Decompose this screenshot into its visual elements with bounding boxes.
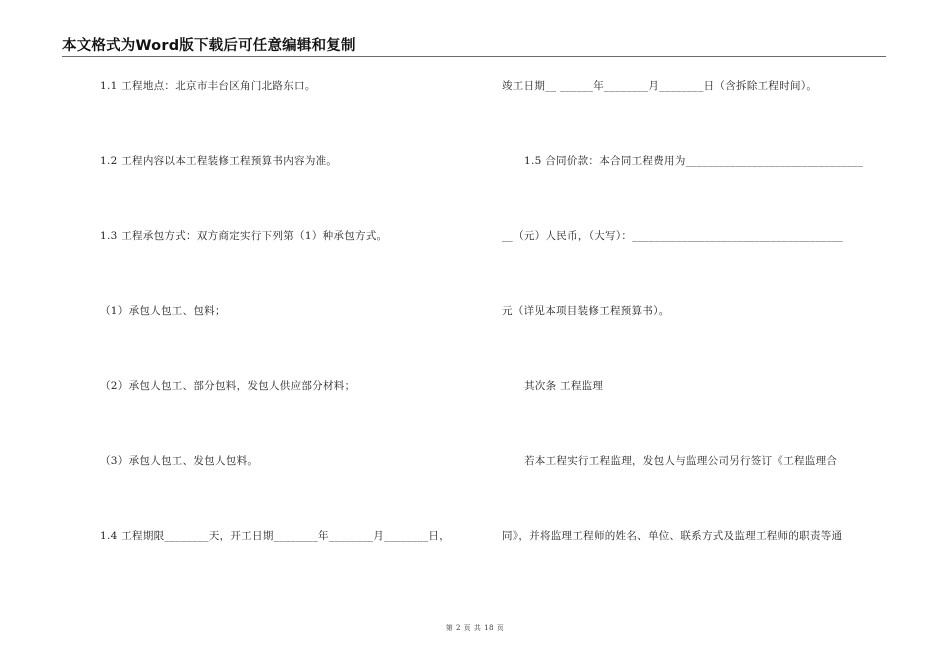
clause-1-3-contract-method: 1.3 工程承包方式：双方商定实行下列第（1）种承包方式。 <box>100 230 388 242</box>
contract-option-2: （2）承包人包工、部分包料，发包人供应部分材料； <box>100 380 356 392</box>
clause-1-4-duration: 1.4 工程期限________天，开工日期________年________月________日， <box>100 530 451 542</box>
clause-1-1-location: 1.1 工程地点：北京市丰台区角门北路东口。 <box>100 80 316 92</box>
document-header <box>62 34 886 57</box>
contract-option-3: （3）承包人包工、发包人包料。 <box>100 455 259 467</box>
page-number: 第 2 页 共 18 页 <box>445 624 505 632</box>
clause-1-5-contract-price: 1.5 合同价款：本合同工程费用为________________________________ <box>524 155 864 167</box>
contract-option-1: （1）承包人包工、包料； <box>100 305 226 317</box>
clause-1-2-content: 1.2 工程内容以本工程装修工程预算书内容为准。 <box>100 155 338 167</box>
completion-date-line: 竣工日期__ ______年________月________日（含拆除工程时间）。 <box>502 80 818 92</box>
price-budget-reference: 元（详见本项目装修工程预算书）。 <box>502 305 670 317</box>
header-title: 本文格式为Word版下载后可任意编辑和复制 <box>62 38 356 54</box>
price-amount-line: __（元）人民币，（大写）：______________________________________ <box>502 230 844 242</box>
supervision-paragraph-line-2: 同》，并将监理工程师的姓名、单位、联系方式及监理工程师的职责等通 <box>502 530 843 542</box>
supervision-paragraph-line-1: 若本工程实行工程监理，发包人与监理公司另行签订《工程监理合 <box>524 455 838 467</box>
article-2-heading: 其次条 工程监理 <box>524 380 604 392</box>
